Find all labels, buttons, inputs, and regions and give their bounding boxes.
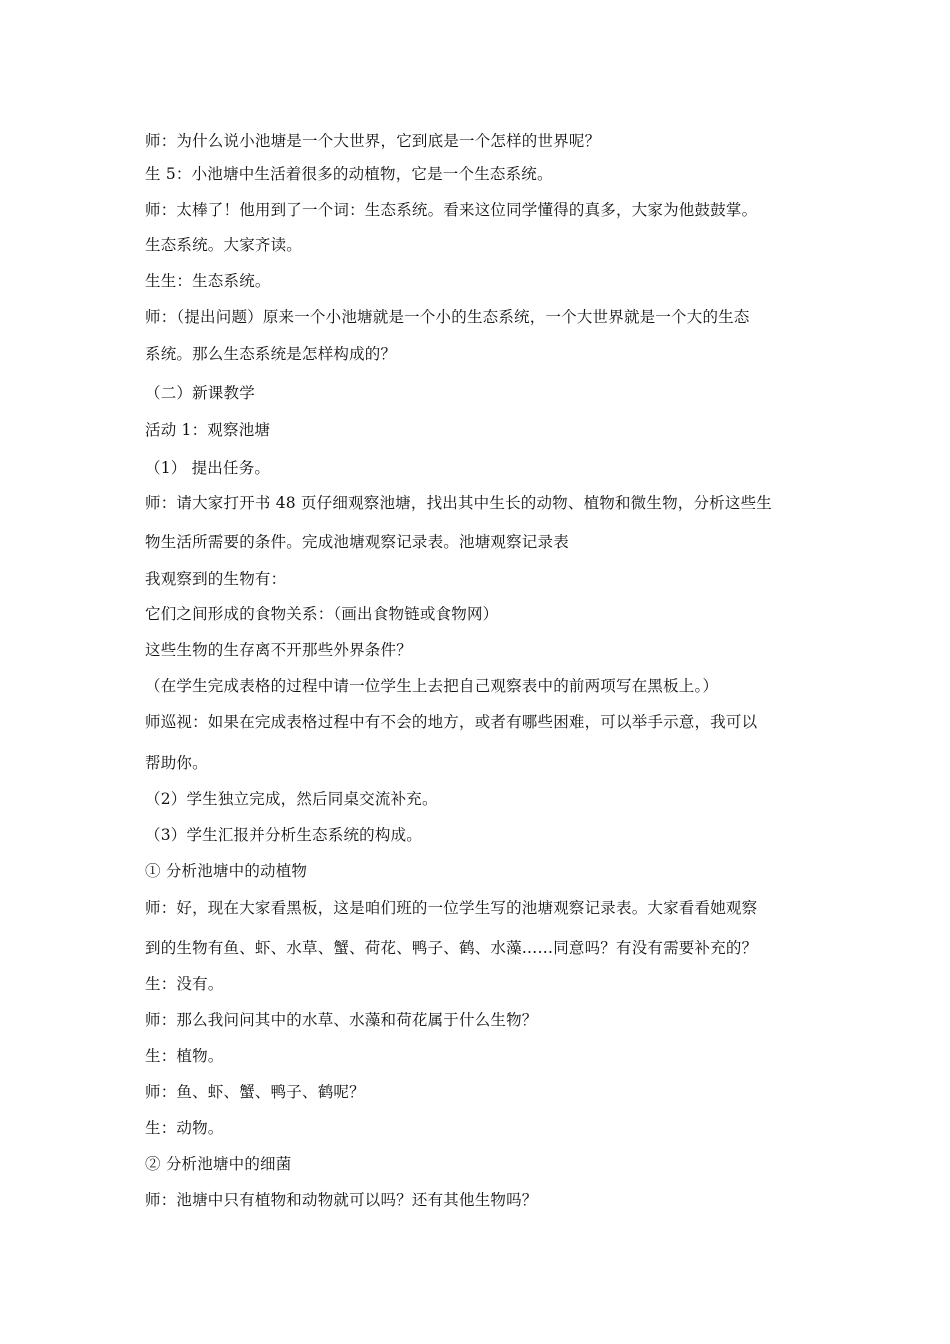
text-line: 师：那么我问问其中的水草、水藻和荷花属于什么生物？ — [145, 1011, 538, 1029]
text-line: 它们之间形成的食物关系：（画出食物链或食物网） — [145, 605, 499, 623]
text-line: 师：请大家打开书 48 页仔细观察池塘，找出其中生长的动物、植物和微生物，分析这些生 — [145, 494, 772, 512]
text-line: （在学生完成表格的过程中请一位学生上去把自己观察表中的前两项写在黑板上。） — [145, 677, 719, 695]
text-line: 师：（提出问题）原来一个小池塘就是一个小的生态系统，一个大世界就是一个大的生态 — [145, 308, 750, 326]
text-line: 生：动物。 — [145, 1119, 224, 1137]
text-line: 师巡视：如果在完成表格过程中有不会的地方，或者有哪些困难，可以举手示意，我可以 — [145, 713, 758, 731]
text-line: （2）学生独立完成，然后同桌交流补充。 — [145, 790, 438, 808]
text-line: 师：鱼、虾、蟹、鸭子、鹤呢？ — [145, 1083, 365, 1101]
text-line: 这些生物的生存离不开那些外界条件？ — [145, 641, 412, 659]
text-line: 师：为什么说小池塘是一个大世界，它到底是一个怎样的世界呢？ — [145, 132, 601, 150]
text-line: （1） 提出任务。 — [145, 459, 271, 477]
text-line: 师：池塘中只有植物和动物就可以吗？还有其他生物吗？ — [145, 1191, 538, 1209]
text-line: 生生：生态系统。 — [145, 272, 271, 290]
text-line: 生态系统。大家齐读。 — [145, 236, 303, 254]
text-line: 生：没有。 — [145, 975, 224, 993]
text-line: 生 5：小池塘中生活着很多的动植物，它是一个生态系统。 — [145, 165, 553, 183]
subheading: ① 分析池塘中的动植物 — [145, 862, 308, 880]
text-line: 帮助你。 — [145, 754, 208, 772]
text-line: 系统。那么生态系统是怎样构成的？ — [145, 345, 397, 363]
text-line: （3）学生汇报并分析生态系统的构成。 — [145, 826, 422, 844]
text-line: 师：好，现在大家看黑板，这是咱们班的一位学生写的池塘观察记录表。大家看看她观察 — [145, 899, 758, 917]
text-line: 物生活所需要的条件。完成池塘观察记录表。池塘观察记录表 — [145, 533, 569, 551]
text-line: 师：太棒了！他用到了一个词：生态系统。看来这位同学懂得的真多，大家为他鼓鼓掌。 — [145, 201, 758, 219]
text-line: 到的生物有鱼、虾、水草、蟹、荷花、鸭子、鹤、水藻……同意吗？有没有需要补充的？ — [145, 939, 758, 957]
subheading: ② 分析池塘中的细菌 — [145, 1155, 292, 1173]
text-line: 生：植物。 — [145, 1047, 224, 1065]
activity-heading: 活动 1：观察池塘 — [145, 421, 271, 439]
section-heading: （二）新课教学 — [145, 384, 255, 402]
text-line: 我观察到的生物有： — [145, 570, 287, 588]
